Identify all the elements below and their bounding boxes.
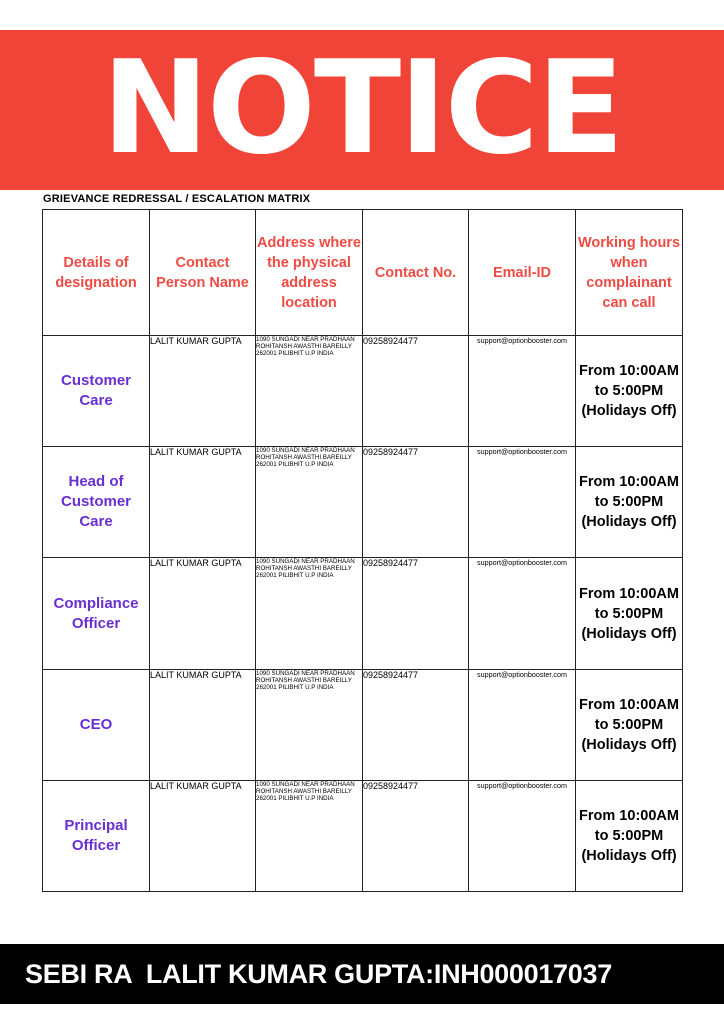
escalation-matrix-table [42, 209, 683, 892]
table-header-row [43, 210, 683, 336]
table-row [43, 669, 683, 780]
table-row [43, 447, 683, 558]
header-email: Email-ID [469, 210, 576, 336]
hours-cell: From 10:00AM to 5:00PM (Holidays Off) [576, 447, 683, 558]
designation-cell: CEO [43, 669, 150, 780]
address-cell: 1090 SUNGADI NEAR PRADHAAN ROHITANSH AWASTHI BAREILLY 262001 PILIBHIT U.P INDIA [256, 336, 363, 447]
header-contact-no: Contact No. [363, 210, 469, 336]
banner-title: NOTICE [101, 34, 623, 183]
hours-cell: From 10:00AM to 5:00PM (Holidays Off) [576, 669, 683, 780]
table-row [43, 558, 683, 669]
designation-cell: Customer Care [43, 336, 150, 447]
email-cell: support@optionbooster.com [469, 336, 576, 447]
footer-bar [0, 944, 724, 1004]
contact-person-cell: LALIT KUMAR GUPTA [150, 447, 256, 558]
address-cell: 1090 SUNGADI NEAR PRADHAAN ROHITANSH AWASTHI BAREILLY 262001 PILIBHIT U.P INDIA [256, 669, 363, 780]
address-cell: 1090 SUNGADI NEAR PRADHAAN ROHITANSH AWASTHI BAREILLY 262001 PILIBHIT U.P INDIA [256, 447, 363, 558]
sebi-registration-text: SEBI RA LALIT KUMAR GUPTA:INH000017037 [25, 958, 612, 989]
header-working-hours: Working hours when complainant can call [576, 210, 683, 336]
address-cell: 1090 SUNGADI NEAR PRADHAAN ROHITANSH AWASTHI BAREILLY 262001 PILIBHIT U.P INDIA [256, 780, 363, 891]
contact-person-cell: LALIT KUMAR GUPTA [150, 336, 256, 447]
email-cell: support@optionbooster.com [469, 669, 576, 780]
phone-cell: 09258924477 [363, 669, 469, 780]
table-row [43, 780, 683, 891]
header-designation: Details of designation [43, 210, 150, 336]
contact-person-cell: LALIT KUMAR GUPTA [150, 780, 256, 891]
hours-cell: From 10:00AM to 5:00PM (Holidays Off) [576, 558, 683, 669]
designation-cell: Principal Officer [43, 780, 150, 891]
table-row [43, 336, 683, 447]
phone-cell: 09258924477 [363, 780, 469, 891]
email-cell: support@optionbooster.com [469, 558, 576, 669]
phone-cell: 09258924477 [363, 336, 469, 447]
phone-cell: 09258924477 [363, 447, 469, 558]
header-address: Address where the physical address location [256, 210, 363, 336]
designation-cell: Head of Customer Care [43, 447, 150, 558]
matrix-subtitle: GRIEVANCE REDRESSAL / ESCALATION MATRIX [43, 193, 311, 205]
designation-cell: Compliance Officer [43, 558, 150, 669]
hours-cell: From 10:00AM to 5:00PM (Holidays Off) [576, 780, 683, 891]
hours-cell: From 10:00AM to 5:00PM (Holidays Off) [576, 336, 683, 447]
email-cell: support@optionbooster.com [469, 447, 576, 558]
header-contact-person: Contact Person Name [150, 210, 256, 336]
address-cell: 1090 SUNGADI NEAR PRADHAAN ROHITANSH AWASTHI BAREILLY 262001 PILIBHIT U.P INDIA [256, 558, 363, 669]
contact-person-cell: LALIT KUMAR GUPTA [150, 558, 256, 669]
email-cell: support@optionbooster.com [469, 780, 576, 891]
phone-cell: 09258924477 [363, 558, 469, 669]
notice-banner [0, 30, 724, 190]
contact-person-cell: LALIT KUMAR GUPTA [150, 669, 256, 780]
